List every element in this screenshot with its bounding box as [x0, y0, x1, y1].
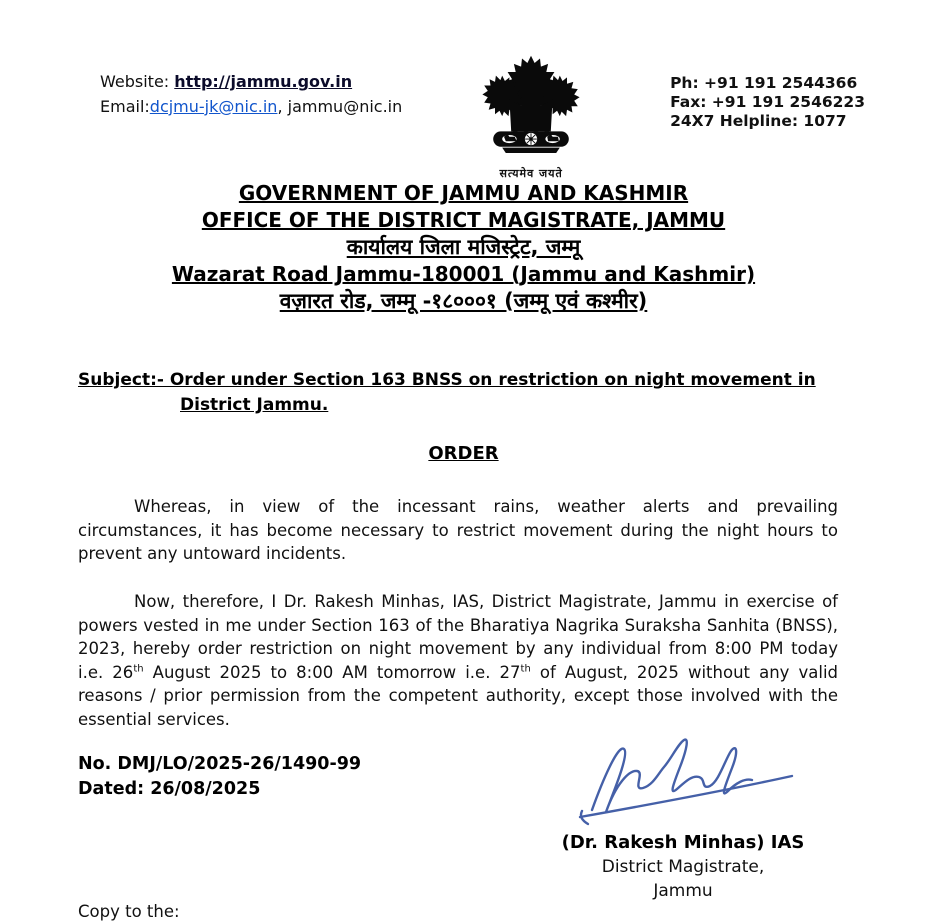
signatory-name: (Dr. Rakesh Minhas) IAS: [561, 832, 805, 853]
subject-line1: Subject:- Order under Section 163 BNSS on restriction on night movement in: [78, 370, 816, 390]
para2-segment1: Now, therefore, I Dr. Rakesh Minhas, IAS, District Magistrate, Jammu in exercise of powers vested in me under Section 163 of the Bharatiya Nagrika Suraksha Sanhita (BNSS), 2023, hereby order restriction on night movement by any individual from 8:00 PM today i.e. 26: [78, 592, 838, 682]
signature-block: [548, 718, 818, 901]
contact-info-left: [100, 70, 402, 120]
national-emblem-block: [456, 52, 606, 181]
website-link[interactable]: http://jammu.gov.in: [174, 72, 353, 91]
satyameva-jayate-motto: सत्यमेव जयते: [499, 167, 563, 180]
email-link[interactable]: dcjmu-jk@nic.in: [149, 96, 278, 116]
para2-segment3: of August, 2025 without any valid reasons / prior permission from the competent authority, except those involved with the essential services.: [78, 662, 839, 729]
email-line: [100, 95, 402, 120]
signature-icon: [558, 718, 808, 830]
fax-line: Fax: +91 191 2546223: [670, 93, 865, 112]
contact-info-right: [670, 74, 865, 131]
phone-line: Ph: +91 191 2544366: [670, 74, 858, 92]
paragraph-order-details: [78, 590, 838, 731]
reference-number: No. DMJ/LO/2025-26/1490-99: [78, 754, 362, 774]
letterhead-contact-row: [0, 52, 927, 181]
address-line: Wazarat Road Jammu-180001 (Jammu and Kashmir): [171, 262, 756, 286]
ordinal-superscript: th: [133, 663, 144, 674]
email-secondary: , jammu@nic.in: [277, 96, 403, 116]
website-label: Website:: [100, 72, 175, 91]
reference-block: [78, 752, 361, 802]
reference-date: Dated: 26/08/2025: [78, 779, 261, 799]
subject-line2: District Jammu.: [180, 395, 329, 415]
address-line-hindi: वज़ारत रोड, जम्मू -१८०००१ (जम्मू एवं कश्मीर): [279, 289, 648, 313]
helpline-line: 24X7 Helpline: 1077: [670, 112, 847, 131]
signatory-designation: District Magistrate,: [601, 857, 765, 877]
ordinal-superscript: th: [520, 663, 531, 674]
subject-block: [78, 368, 858, 418]
order-heading: ORDER: [428, 443, 499, 464]
para2-segment2: August 2025 to 8:00 AM tomorrow i.e. 27: [143, 662, 521, 682]
ashoka-lion-capital-icon: [477, 52, 585, 164]
govt-title: GOVERNMENT OF JAMMU AND KASHMIR: [238, 181, 689, 205]
paragraph-whereas-text: Whereas, in view of the incessant rains, weather alerts and prevailing circumstances, it has become necessary to restrict movement during the night hours to prevent any untoward incidents.: [78, 497, 838, 563]
website-line: [100, 70, 402, 95]
office-title-hindi: कार्यालय जिला मजिस्ट्रेट, जम्मू: [346, 235, 581, 259]
copy-to-label: Copy to the:: [78, 902, 180, 921]
letterhead-headings: [0, 180, 927, 315]
signatory-place: Jammu: [653, 881, 713, 901]
email-label: Email:: [100, 96, 150, 116]
office-title: OFFICE OF THE DISTRICT MAGISTRATE, JAMMU: [201, 208, 726, 232]
paragraph-whereas: [78, 495, 838, 566]
